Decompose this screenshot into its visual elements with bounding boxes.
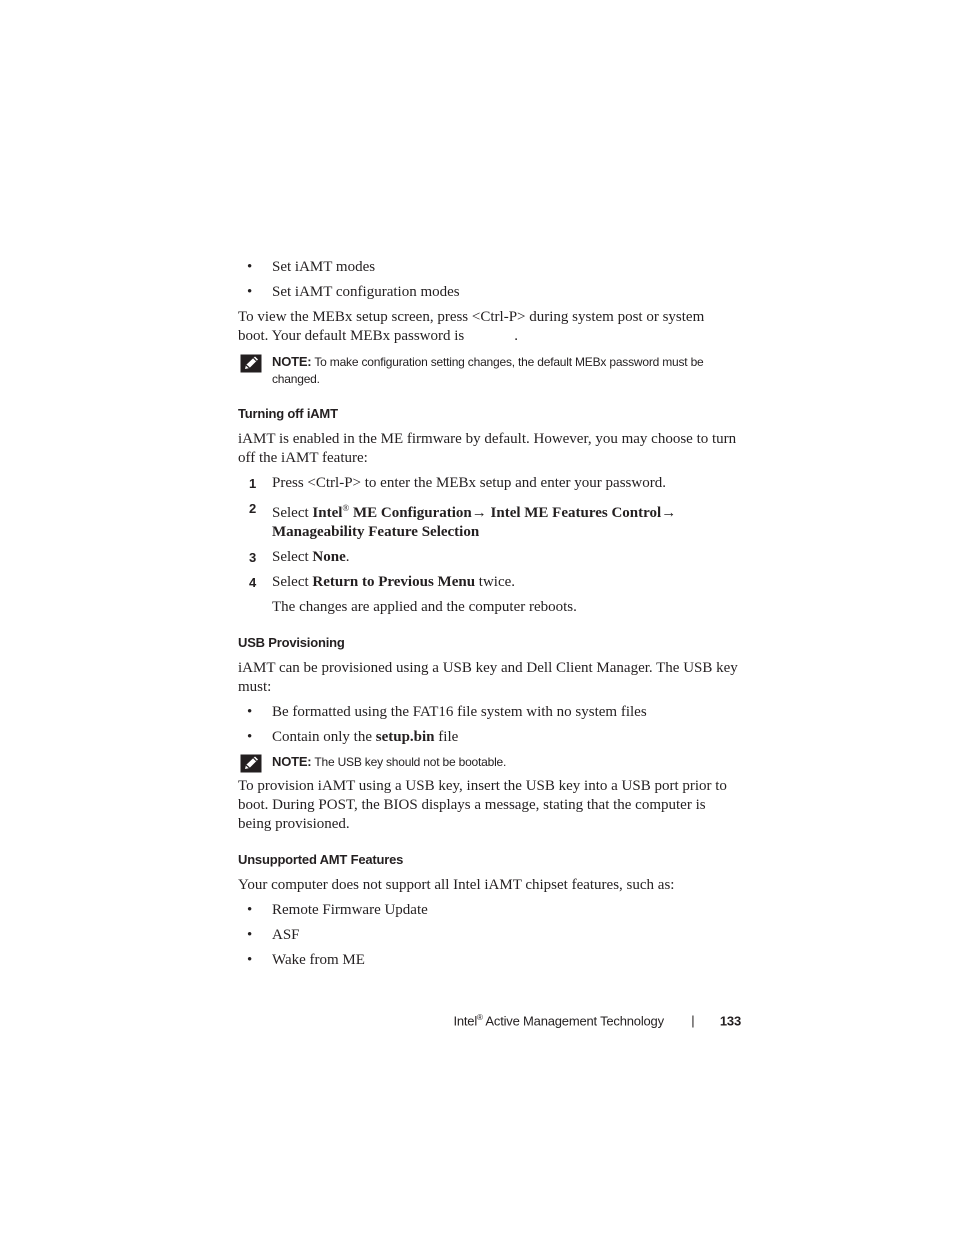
note-password: NOTE: To make configuration setting changes, the default MEBx password must be changed. bbox=[238, 353, 738, 388]
intro-paragraph: Your computer does not support all Intel iAMT chipset features, such as: bbox=[238, 877, 675, 893]
list-item: • Contain only the setup.bin file bbox=[247, 729, 459, 745]
list-item: • Set iAMT configuration modes bbox=[247, 284, 460, 300]
note-usb: NOTE: The USB key should not be bootable. bbox=[238, 753, 738, 771]
page-footer: Intel® Active Management Technology | 133 bbox=[453, 1013, 741, 1029]
mebx-paragraph: To view the MEBx setup screen, press <Ctrl-P> during system post or system boot. Your default MEBx password is . bbox=[238, 309, 705, 344]
step-result: The changes are applied and the computer reboots. bbox=[272, 599, 577, 615]
intro-paragraph: iAMT is enabled in the ME firmware by default. However, you may choose to turn off the iAMT feature: bbox=[238, 431, 737, 466]
list-item: • Remote Firmware Update bbox=[247, 902, 428, 918]
list-item: • Wake from ME bbox=[247, 952, 365, 968]
heading-unsupported-amt-features: Unsupported AMT Features bbox=[238, 852, 404, 867]
intro-paragraph: iAMT can be provisioned using a USB key and Dell Client Manager. The USB key must: bbox=[238, 660, 738, 695]
heading-usb-provisioning: USB Provisioning bbox=[238, 635, 345, 650]
step-2: 2 Select Intel® ME Configuration→ Intel ME Features Control→ Manageability Feature Selection bbox=[249, 501, 677, 540]
list-item: • Set iAMT modes bbox=[247, 259, 376, 275]
list-item: • ASF bbox=[247, 927, 300, 943]
footer-separator: | bbox=[691, 1013, 695, 1029]
page-number: 133 bbox=[719, 1013, 741, 1029]
provision-paragraph: To provision iAMT using a USB key, insert the USB key into a USB port prior to boot. During POST, the BIOS displays a message, stating that the computer is being provisioned. bbox=[238, 778, 727, 832]
list-item: • Be formatted using the FAT16 file system with no system files bbox=[247, 704, 647, 720]
step-3: 3 Select None. bbox=[249, 549, 350, 565]
note-pencil-icon bbox=[240, 354, 262, 373]
note-pencil-icon bbox=[240, 754, 262, 773]
step-4: 4 Select Return to Previous Menu twice. bbox=[249, 574, 516, 590]
step-1: 1 Press <Ctrl-P> to enter the MEBx setup and enter your password. bbox=[249, 475, 666, 491]
page-content bbox=[238, 258, 738, 976]
heading-turning-off-iamt: Turning off iAMT bbox=[238, 406, 338, 421]
